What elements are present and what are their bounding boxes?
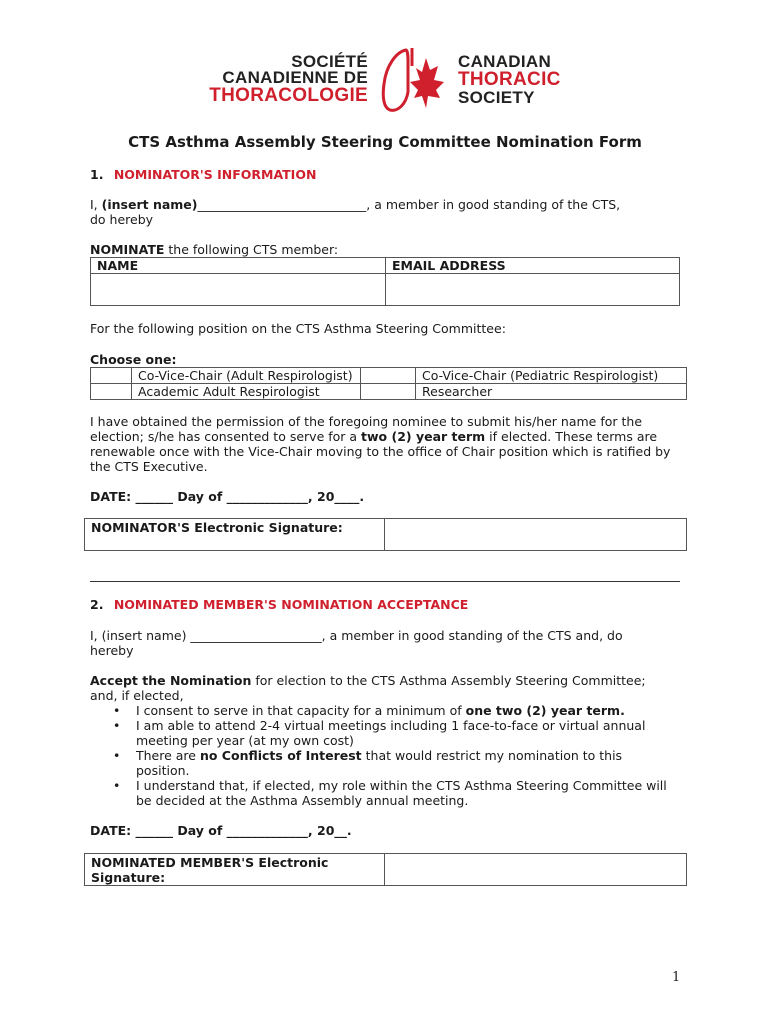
option-checkbox-cell[interactable]	[361, 368, 416, 384]
permission-text: the CTS Executive.	[90, 459, 208, 474]
permission-text: I have obtained the permission of the foregoing nominee to submit his/her name for the	[90, 414, 643, 429]
accept-nomination-text: Accept the Nomination for election to the CTS Asthma Assembly Steering Committee;	[90, 673, 646, 688]
bullet-item-cont: position.	[136, 763, 190, 778]
bullet-item-cont: meeting per year (at my own cost)	[136, 733, 354, 748]
bullet-icon: •	[113, 718, 121, 733]
nominee-signature-table	[84, 853, 687, 886]
option-checkbox-cell[interactable]	[91, 384, 132, 400]
bullet-item: I am able to attend 2-4 virtual meetings including 1 face-to-face or virtual annual	[136, 718, 646, 733]
choose-one-label: Choose one:	[90, 352, 177, 367]
option-label: Co-Vice-Chair (Pediatric Respirologist)	[416, 368, 687, 384]
bullet-item: I consent to serve in that capacity for a minimum of one two (2) year term.	[136, 703, 625, 718]
email-header: EMAIL ADDRESS	[386, 258, 680, 274]
name-header: NAME	[91, 258, 386, 274]
nominator-intro: I, (insert name)___________________________, a member in good standing of the CTS,	[90, 197, 621, 212]
nominee-signature-label: NOMINATED MEMBER'S Electronic Signature:	[85, 854, 385, 886]
option-label: Co-Vice-Chair (Adult Respirologist)	[132, 368, 361, 384]
logo-french-text: SOCIÉTÉ CANADIENNE DE THORACOLOGIE	[209, 52, 368, 106]
page-title: CTS Asthma Assembly Steering Committee Nomination Form	[128, 133, 642, 151]
bullet-icon: •	[113, 703, 121, 718]
nominee-date-line: DATE: ______ Day of _____________, 20__.	[90, 823, 352, 838]
position-text: For the following position on the CTS Asthma Steering Committee:	[90, 321, 506, 336]
nominator-intro-line2: do hereby	[90, 212, 154, 227]
email-input-cell[interactable]	[386, 274, 680, 306]
lungs-maple-leaf-icon	[376, 46, 450, 116]
permission-text: renewable once with the Vice-Chair moving to the office of Chair position which is ratified by	[90, 444, 671, 459]
option-label: Researcher	[416, 384, 687, 400]
name-input-cell[interactable]	[91, 274, 386, 306]
nominee-table	[90, 257, 680, 306]
permission-text: election; s/he has consented to serve for a two (2) year term if elected. These terms are	[90, 429, 658, 444]
bullet-item-cont: be decided at the Asthma Assembly annual meeting.	[136, 793, 469, 808]
section2-heading: 2. NOMINATED MEMBER'S NOMINATION ACCEPTANCE	[90, 597, 469, 612]
nominate-label: NOMINATE the following CTS member:	[90, 242, 339, 257]
section1-heading: 1. NOMINATOR'S INFORMATION	[90, 167, 317, 182]
position-options-table	[90, 367, 687, 400]
nominee-intro-line2: hereby	[90, 643, 134, 658]
nominator-signature-field[interactable]	[385, 519, 687, 551]
nominee-signature-field[interactable]	[385, 854, 687, 886]
nominator-signature-table	[84, 518, 687, 551]
bullet-icon: •	[113, 778, 121, 793]
option-label: Academic Adult Respirologist	[132, 384, 361, 400]
logo-english-text: CANADIAN THORACIC SOCIETY	[458, 52, 561, 107]
nominator-signature-label: NOMINATOR'S Electronic Signature:	[85, 519, 385, 551]
option-checkbox-cell[interactable]	[361, 384, 416, 400]
option-checkbox-cell[interactable]	[91, 368, 132, 384]
nominee-intro: I, (insert name) _____________________, a member in good standing of the CTS and, do	[90, 628, 623, 643]
accept-nomination-line2: and, if elected,	[90, 688, 184, 703]
bullet-icon: •	[113, 748, 121, 763]
bullet-item: I understand that, if elected, my role within the CTS Asthma Steering Committee will	[136, 778, 667, 793]
bullet-item: There are no Conflicts of Interest that would restrict my nomination to this	[136, 748, 623, 763]
nominator-date-line: DATE: ______ Day of _____________, 20____.	[90, 489, 365, 504]
section-divider	[90, 581, 680, 582]
page-number: 1	[672, 970, 681, 985]
